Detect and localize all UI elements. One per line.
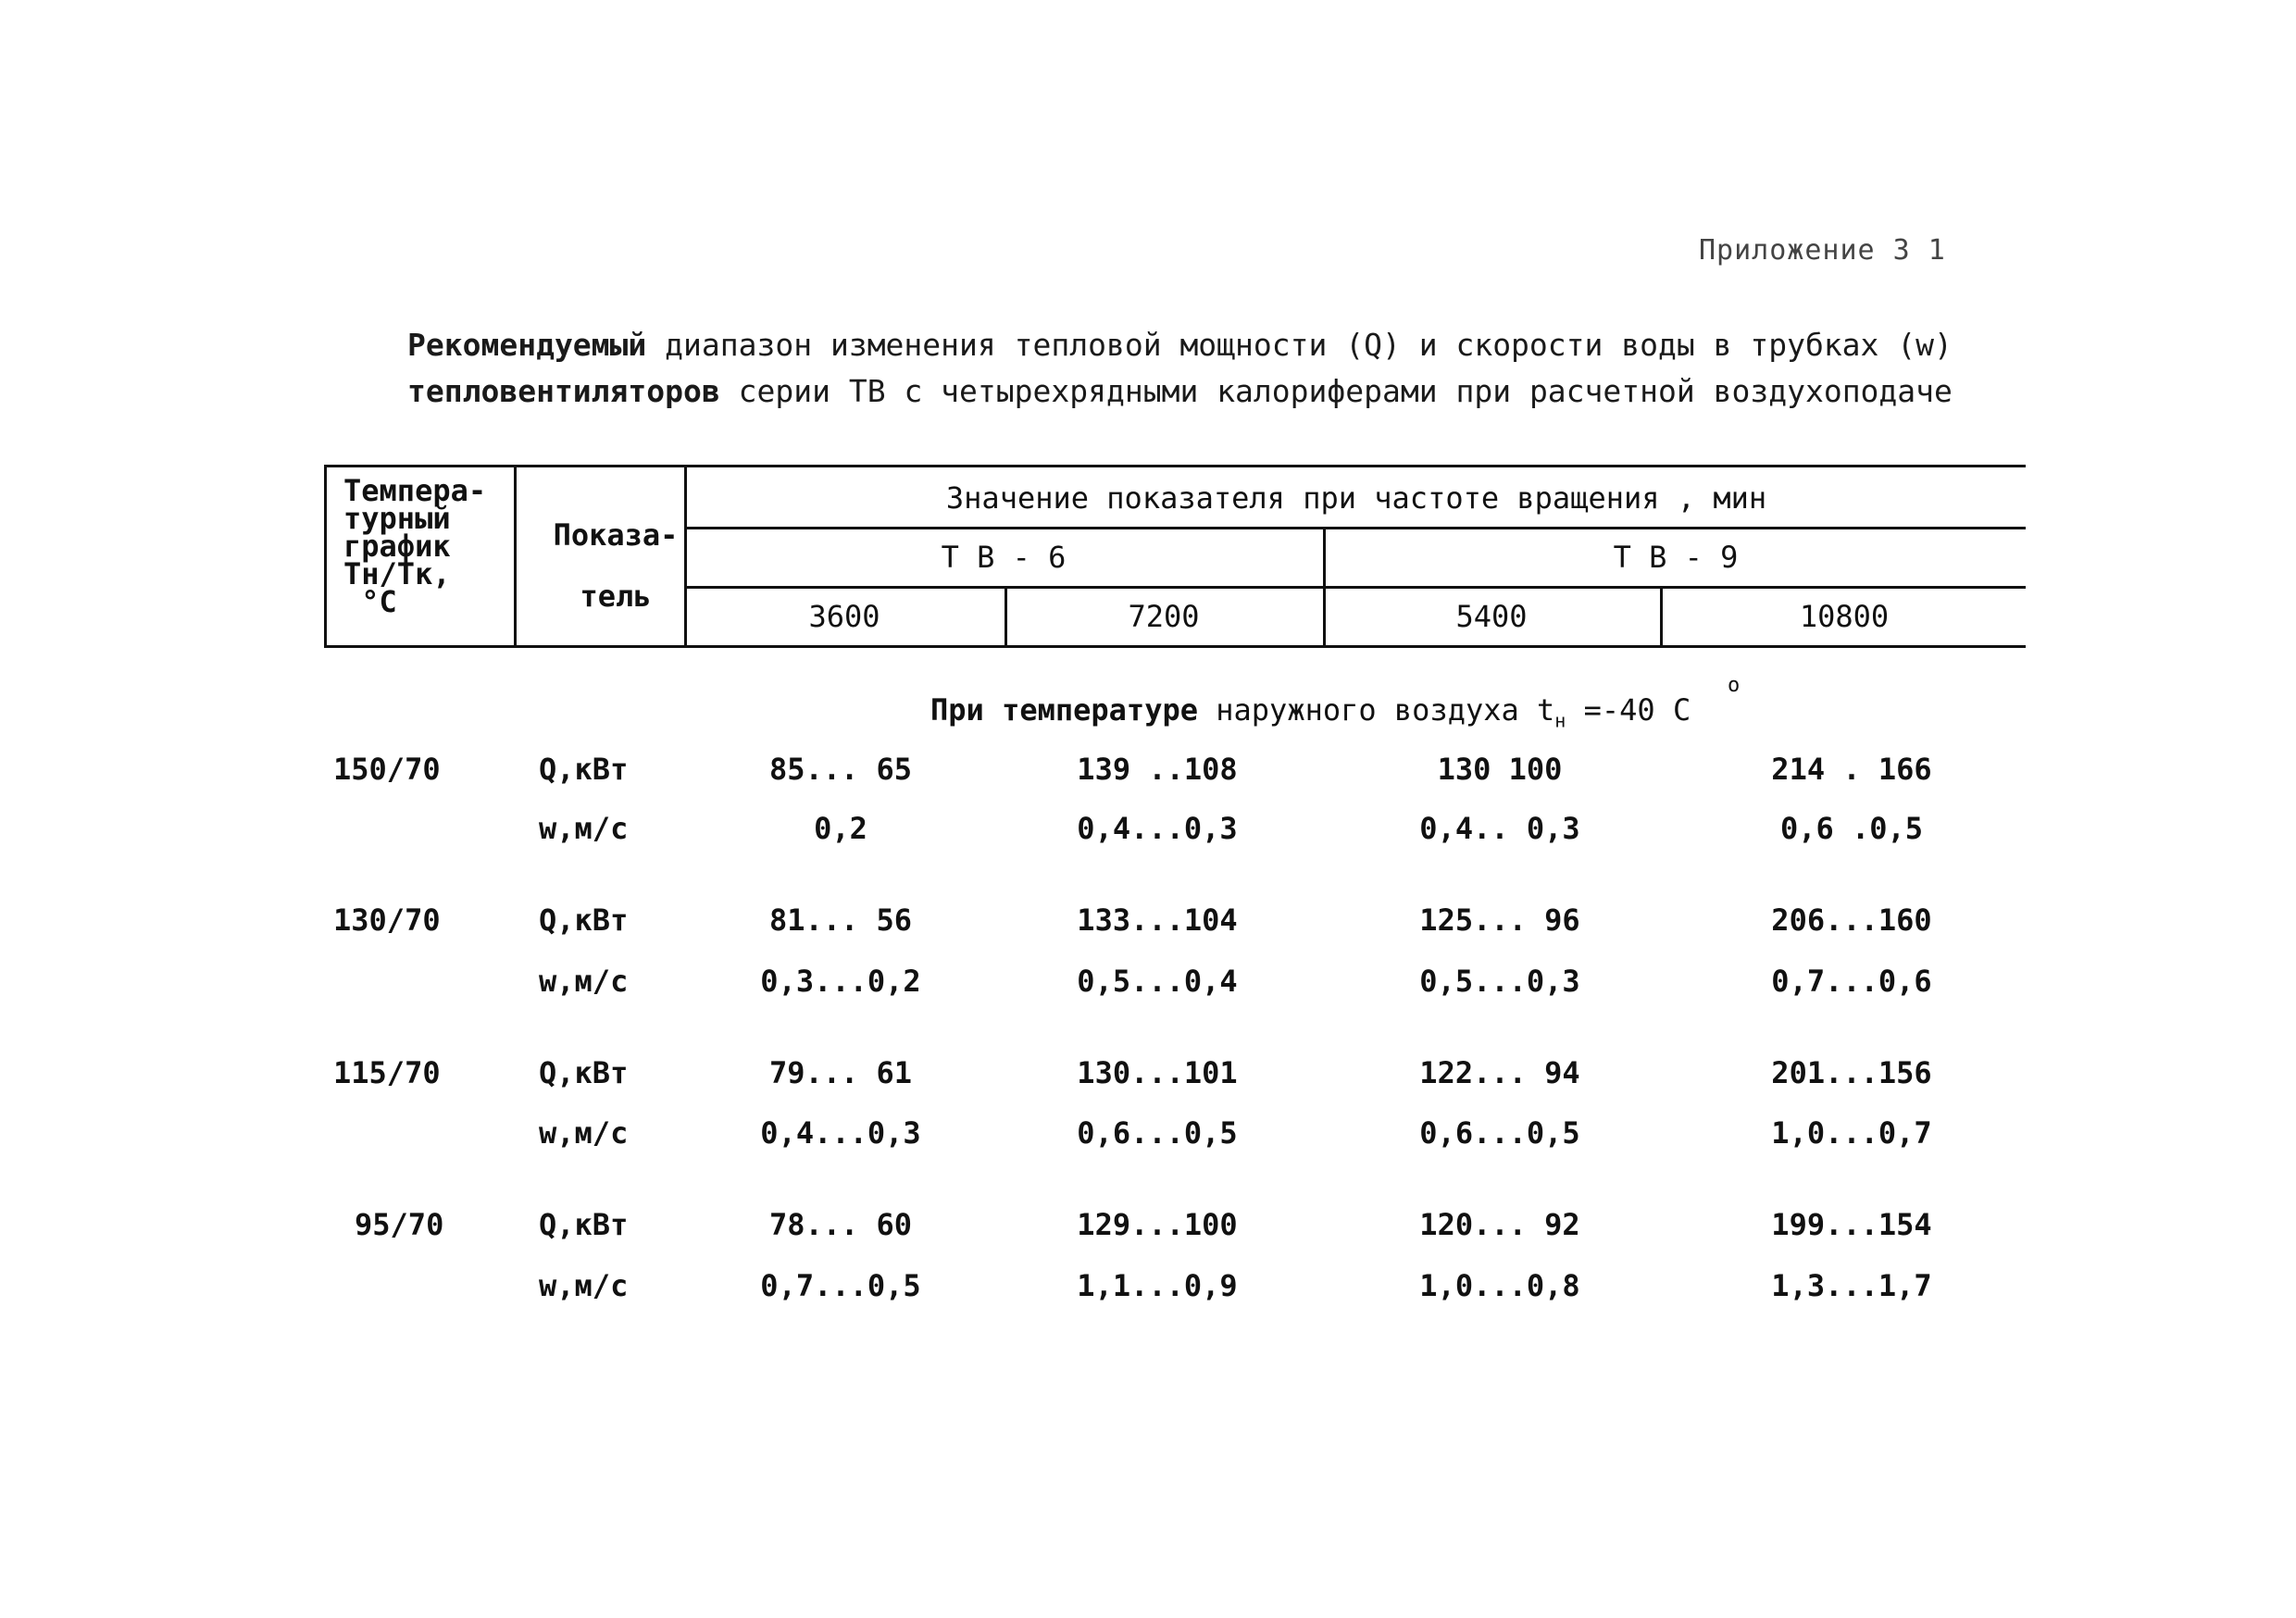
- row-w-label: w,м/с: [539, 1115, 629, 1151]
- row-q-label: Q,кВт: [539, 1207, 629, 1242]
- header-speed: 5400: [1455, 599, 1528, 634]
- row-w-value: 0,4...0,3: [1077, 811, 1238, 846]
- row-q-value: 201...156: [1771, 1055, 1932, 1090]
- caption-bold: При температуре: [930, 692, 1198, 728]
- title-line-1-rest: диапазон изменения тепловой мощности (Q) и скорости воды в трубках (w): [646, 327, 1953, 363]
- row-w-value: 0,7...0,5: [760, 1268, 921, 1303]
- caption-subscript: н: [1554, 709, 1566, 732]
- row-q-value: 214 . 166: [1771, 752, 1932, 787]
- title-line-1: [407, 327, 1953, 363]
- row-q-value: 120... 92: [1419, 1207, 1580, 1242]
- title-line-2: [407, 373, 1953, 409]
- row-q-value: 78... 60: [768, 1207, 913, 1242]
- row-temperature: 150/70: [333, 752, 441, 787]
- header-speed: 10800: [1799, 599, 1890, 634]
- row-q-value: 206...160: [1771, 902, 1932, 938]
- row-w-value: 0,6...0,5: [1077, 1115, 1238, 1151]
- row-w-label: w,м/с: [539, 811, 629, 846]
- row-w-label: w,м/с: [539, 1268, 629, 1303]
- row-w-value: 0,6 .0,5: [1779, 811, 1924, 846]
- row-w-value: 0,2: [814, 811, 867, 846]
- row-q-value: 199...154: [1771, 1207, 1932, 1242]
- row-q-label: Q,кВт: [539, 1055, 629, 1090]
- header-group-tv6: Т В - 6: [941, 540, 1067, 575]
- row-w-value: 1,0...0,8: [1419, 1268, 1580, 1303]
- row-q-value: 139 ..108: [1077, 752, 1238, 787]
- header-temperature-schedule: Темпера- турный график Тн/Тк, °С: [343, 473, 487, 619]
- header-divider: [684, 586, 2026, 589]
- row-q-value: 129...100: [1077, 1207, 1238, 1242]
- row-w-label: w,м/с: [539, 964, 629, 999]
- row-q-label: Q,кВт: [539, 902, 629, 938]
- degree-mark: о: [1728, 674, 1741, 697]
- caption-value: =-40 С: [1566, 692, 1691, 728]
- row-q-value: 81... 56: [768, 902, 913, 938]
- row-w-value: 1,3...1,7: [1771, 1268, 1932, 1303]
- row-w-value: 1,0...0,7: [1771, 1115, 1932, 1151]
- header-indicator: Показа- тель: [553, 517, 679, 614]
- title-line-2-rest: серии ТВ с четырехрядными калориферами при расчетной воздухоподаче: [719, 373, 1953, 409]
- row-w-value: 0,7...0,6: [1771, 964, 1932, 999]
- row-q-label: Q,кВт: [539, 752, 629, 787]
- row-w-value: 0,4...0,3: [760, 1115, 921, 1151]
- row-w-value: 0,4.. 0,3: [1419, 811, 1580, 846]
- header-speed: 3600: [808, 599, 880, 634]
- row-q-value: 125... 96: [1419, 902, 1580, 938]
- row-w-value: 0,5...0,4: [1077, 964, 1238, 999]
- row-w-value: 0,6...0,5: [1419, 1115, 1580, 1151]
- row-temperature: 130/70: [333, 902, 441, 938]
- row-q-value: 85... 65: [768, 752, 913, 787]
- row-q-value: 79... 61: [768, 1055, 913, 1090]
- row-w-value: 1,1...0,9: [1077, 1268, 1238, 1303]
- row-q-value: 133...104: [1077, 902, 1238, 938]
- row-q-value: 130 100: [1437, 752, 1563, 787]
- header-speed: 7200: [1128, 599, 1200, 634]
- row-temperature: 95/70: [355, 1207, 444, 1242]
- header-group-tv9: Т В - 9: [1613, 540, 1739, 575]
- row-w-value: 0,3...0,2: [760, 964, 921, 999]
- header-divider: [514, 467, 517, 645]
- title-line-2-bold: тепловентиляторов: [407, 373, 720, 409]
- outdoor-temperature-caption: [930, 692, 1691, 731]
- caption-text: наружного воздуха t: [1197, 692, 1555, 728]
- table-header: [324, 465, 2026, 648]
- header-divider: [684, 527, 2026, 529]
- row-q-value: 130...101: [1077, 1055, 1238, 1090]
- header-span-title: Значение показателя при частоте вращения , мин: [945, 480, 1767, 516]
- row-w-value: 0,5...0,3: [1419, 964, 1580, 999]
- row-temperature: 115/70: [333, 1055, 441, 1090]
- appendix-label: Приложение 3 1: [1699, 234, 1946, 267]
- title-line-1-bold: Рекомендуемый: [407, 327, 647, 363]
- row-q-value: 122... 94: [1419, 1055, 1580, 1090]
